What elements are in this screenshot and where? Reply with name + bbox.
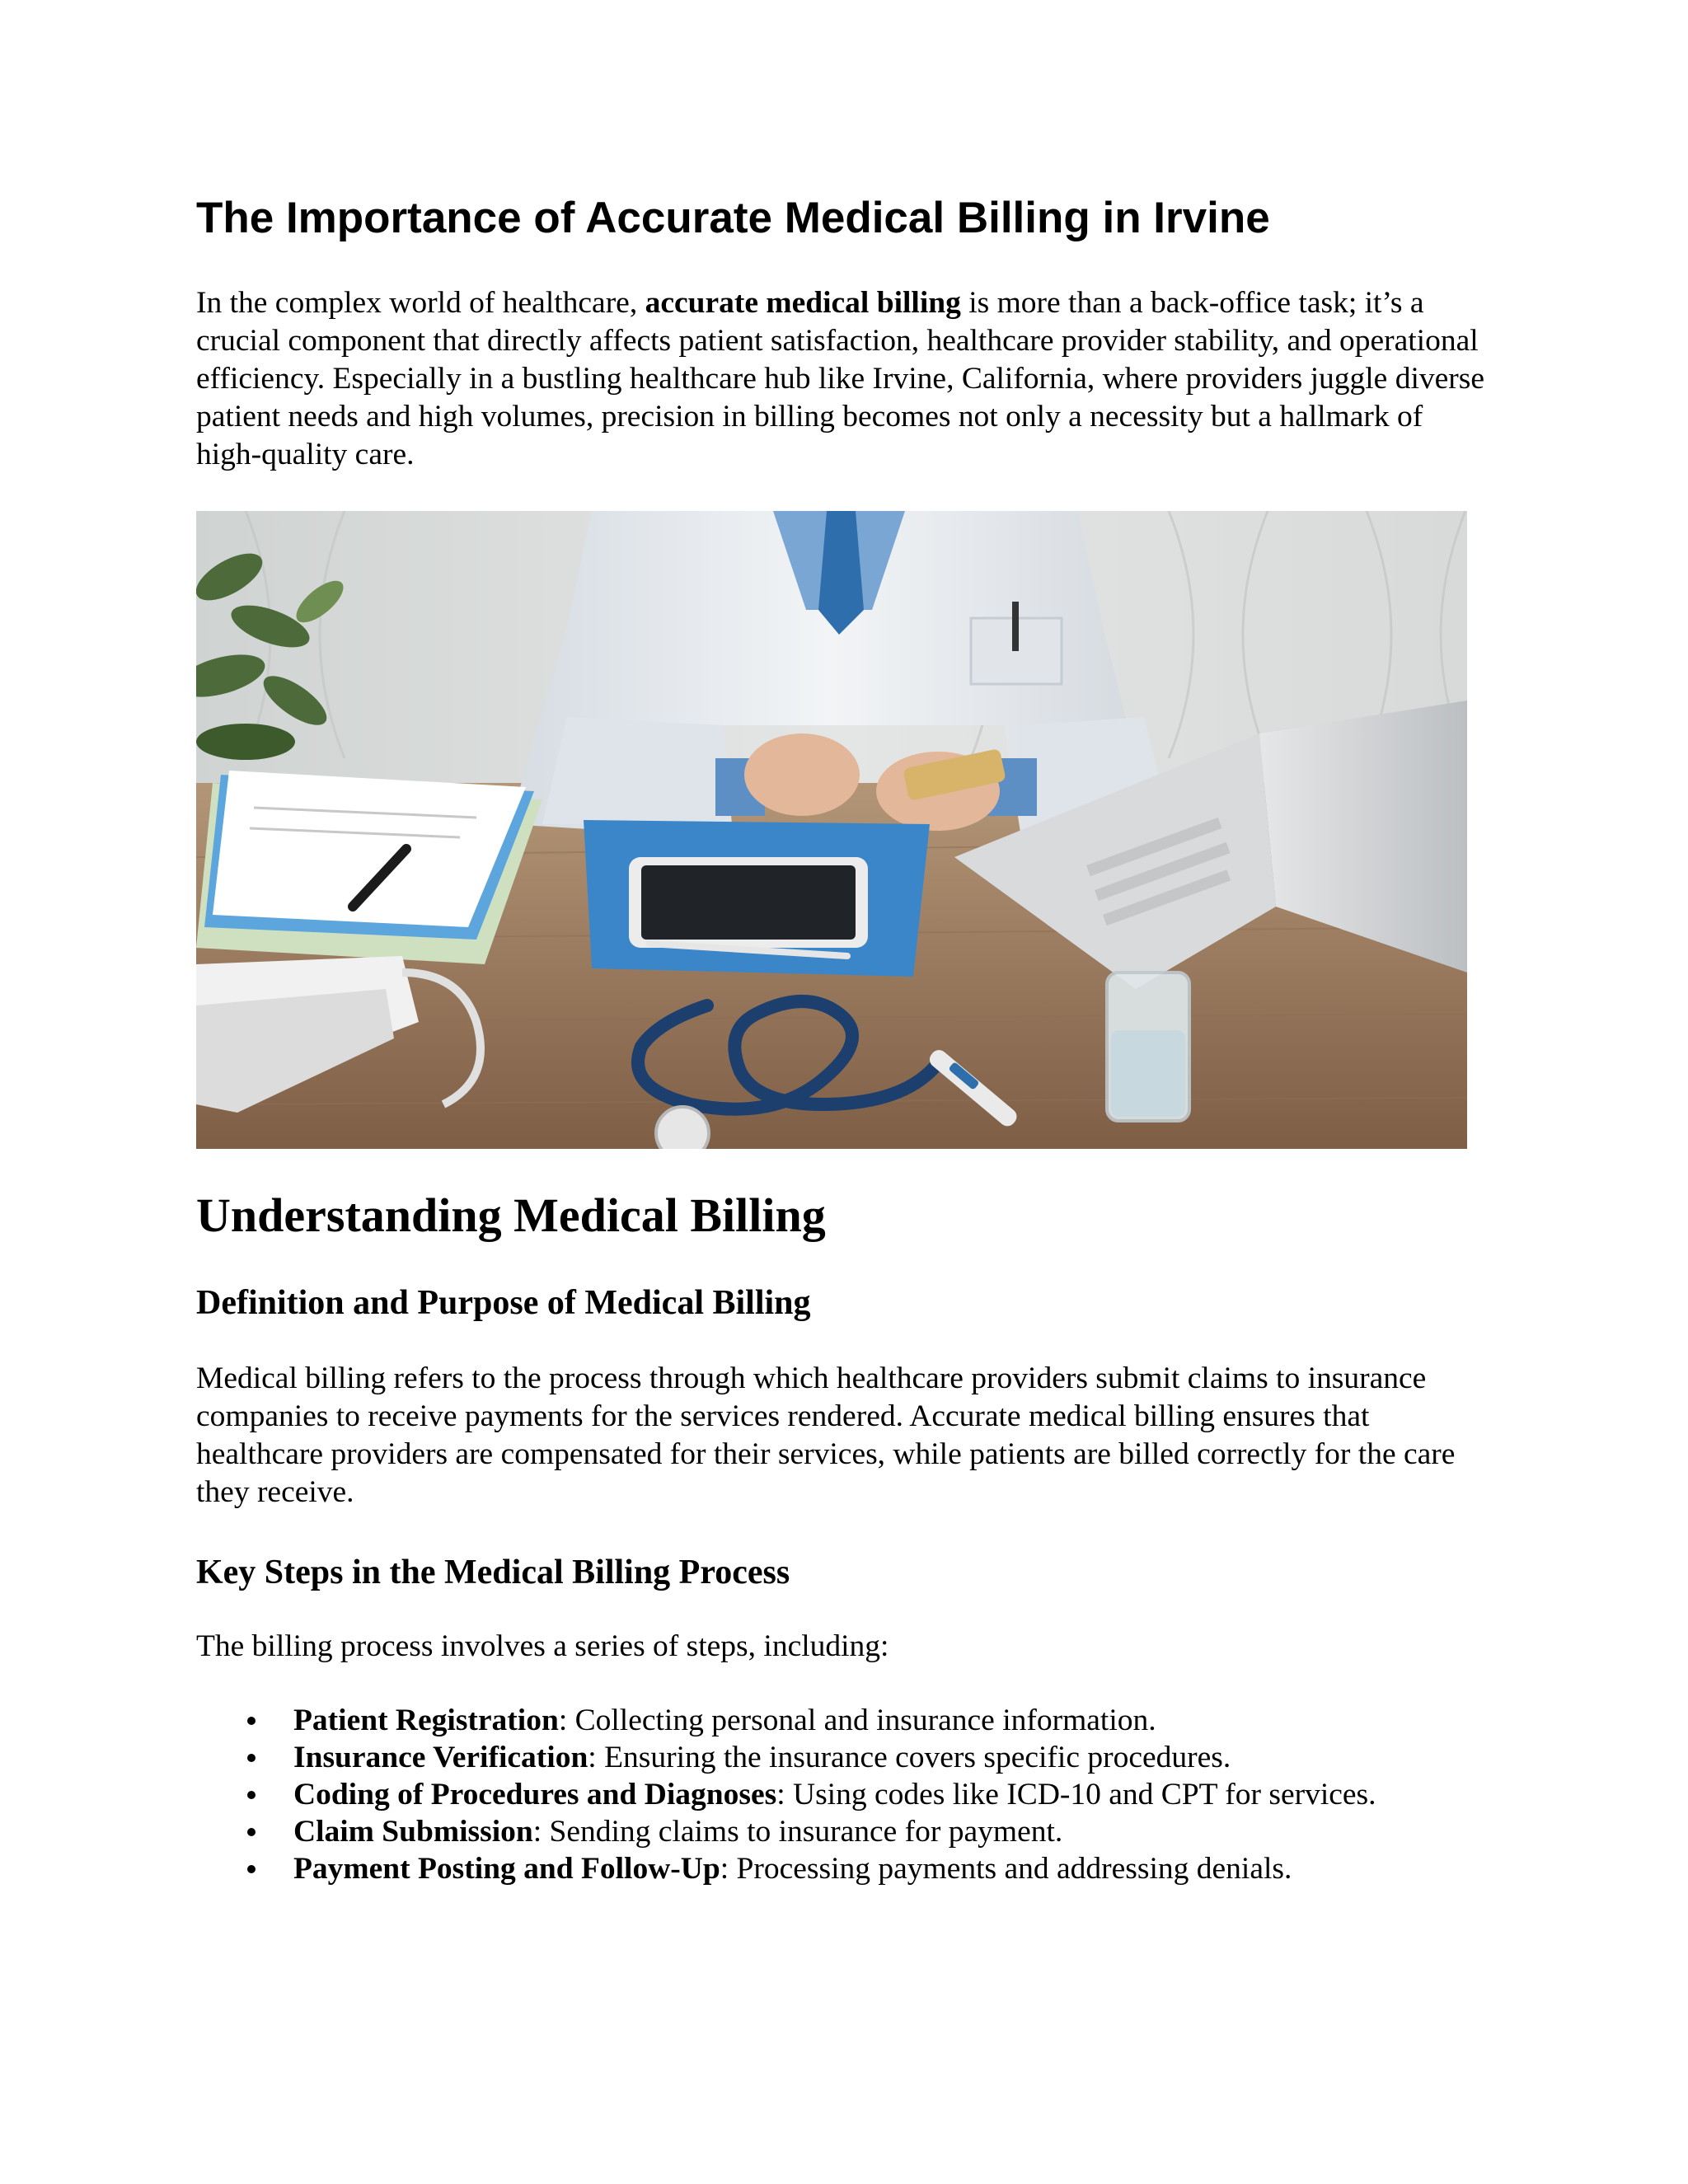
intro-text-before: In the complex world of healthcare, — [196, 286, 645, 320]
step-description: : Collecting personal and insurance information. — [558, 1704, 1156, 1737]
doctor-desk-photo — [196, 511, 1467, 1149]
step-description: : Sending claims to insurance for payment. — [532, 1815, 1063, 1849]
list-item — [196, 1776, 1490, 1813]
bullet-icon — [247, 1717, 256, 1725]
steps-intro: The billing process involves a series of steps, including: — [196, 1629, 889, 1663]
intro-text-after: is more than a back-office task; it’s a crucial component that directly affects patient satisfaction, healthcare provider stability, and operational efficiency. Especially in a bustling healthcare hub like Irvine, California, where providers juggle diverse patient needs and high volumes, precision in billing becomes not only a necessity but a hallmark of high-quality care. — [196, 286, 1484, 471]
list-item — [196, 1702, 1490, 1739]
step-description: : Using codes like ICD-10 and CPT for services. — [776, 1778, 1376, 1811]
bullet-icon — [247, 1791, 256, 1799]
bullet-icon — [247, 1754, 256, 1762]
section-heading: Understanding Medical Billing — [196, 1188, 826, 1242]
document-title: The Importance of Accurate Medical Billing in Irvine — [196, 194, 1270, 242]
step-term: Patient Registration — [293, 1704, 559, 1737]
list-item — [196, 1850, 1490, 1887]
intro-bold-phrase: accurate medical billing — [645, 286, 961, 320]
definition-paragraph: Medical billing refers to the process through which healthcare providers submit claims to insurance companies to receive payments for the services rendered. Accurate medical billing ensures that healthcare providers are compensated for their services, while patients are billed correctly for the care they receive. — [196, 1361, 1456, 1509]
list-item — [196, 1739, 1490, 1776]
steps-heading: Key Steps in the Medical Billing Process — [196, 1554, 790, 1591]
definition-heading: Definition and Purpose of Medical Billing — [196, 1284, 811, 1322]
bullet-icon — [247, 1828, 256, 1836]
step-term: Insurance Verification — [293, 1741, 588, 1774]
intro-paragraph — [196, 284, 1490, 474]
step-term: Claim Submission — [293, 1815, 533, 1849]
step-term: Payment Posting and Follow-Up — [293, 1852, 720, 1886]
step-description: : Processing payments and addressing denials. — [720, 1852, 1292, 1886]
bullet-icon — [247, 1865, 256, 1873]
steps-list — [196, 1702, 1490, 1887]
step-term: Coding of Procedures and Diagnoses — [293, 1778, 777, 1811]
list-item — [196, 1813, 1490, 1850]
step-description: : Ensuring the insurance covers specific procedures. — [588, 1741, 1231, 1774]
